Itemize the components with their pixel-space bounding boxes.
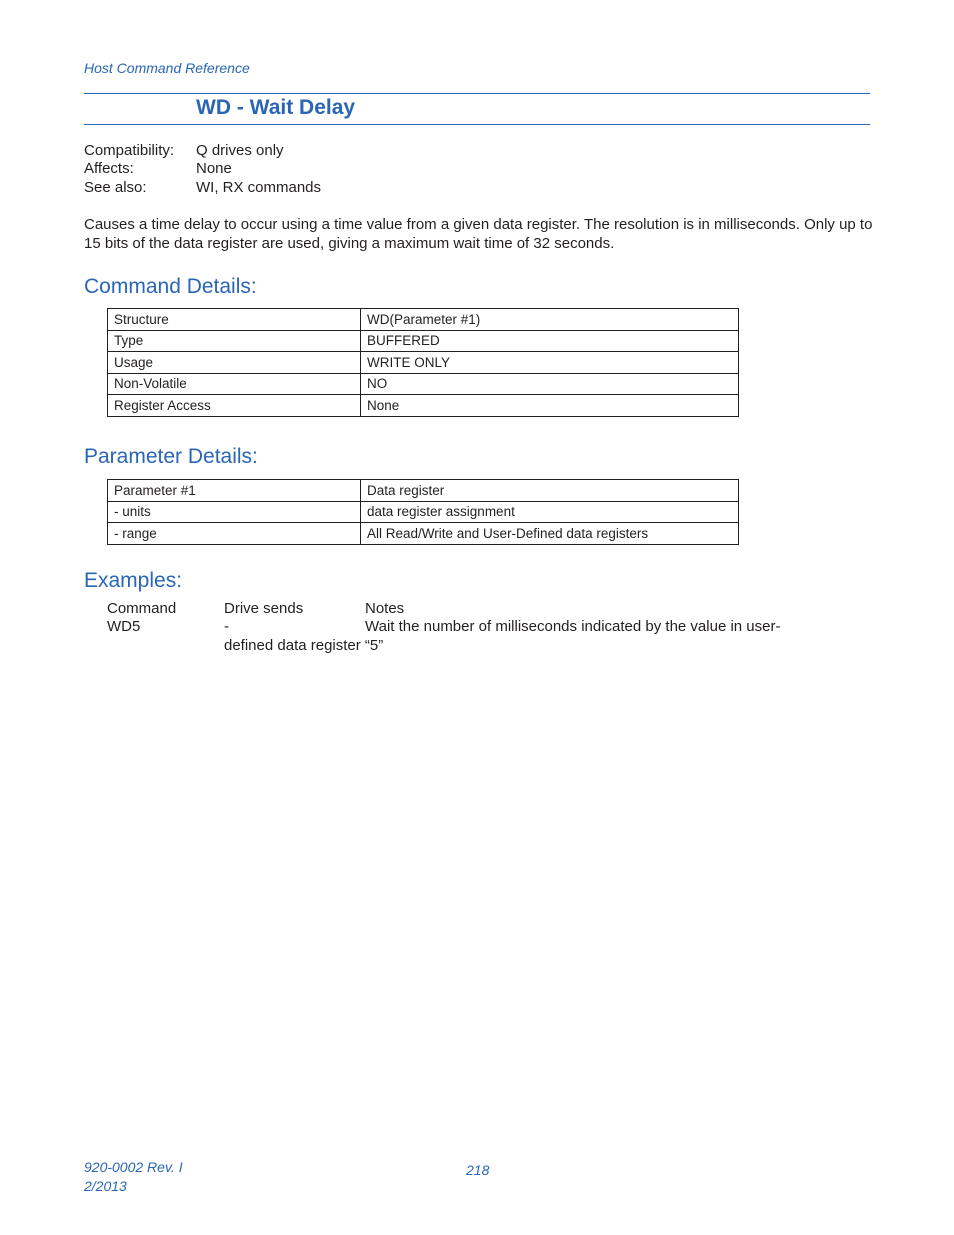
see-also-label: See also: (84, 179, 147, 196)
table-cell-value: WRITE ONLY (361, 352, 739, 374)
table-cell-value: BUFFERED (361, 330, 739, 352)
examples-column-drive-sends: Drive sends (224, 600, 304, 617)
example-command: WD5 (107, 618, 141, 635)
title-top-rule (84, 93, 870, 94)
table-row (108, 395, 739, 417)
table-cell-key: Non-Volatile (108, 373, 361, 395)
compatibility-value: Q drives only (196, 142, 284, 159)
table-cell-key: Usage (108, 352, 361, 374)
command-details-heading: Command Details: (84, 275, 257, 298)
table-row (108, 309, 739, 331)
table-cell-value: All Read/Write and User-Defined data registers (361, 523, 739, 545)
table-cell-value: WD(Parameter #1) (361, 309, 739, 331)
parameter-details-table (107, 479, 739, 545)
running-header: Host Command Reference (84, 60, 250, 76)
page-title: WD - Wait Delay (196, 96, 356, 119)
example-drive-sends: - (224, 618, 229, 635)
footer-page-number: 218 (466, 1162, 490, 1178)
affects-label: Affects: (84, 160, 134, 177)
table-cell-key: - units (108, 501, 361, 523)
table-cell-value: None (361, 395, 739, 417)
compatibility-label: Compatibility: (84, 142, 175, 159)
example-notes-line2: defined data register “5” (224, 637, 384, 654)
table-cell-value: Data register (361, 480, 739, 502)
examples-heading: Examples: (84, 569, 183, 592)
table-row (108, 352, 739, 374)
description-paragraph: Causes a time delay to occur using a time value from a given data register. The resolution is in milliseconds. Only up to 15 bits of the data register are used, giving a maximum wait time of 32 seconds. (84, 216, 873, 252)
table-row (108, 501, 739, 523)
table-row (108, 330, 739, 352)
table-cell-key: Parameter #1 (108, 480, 361, 502)
footer-date: 2/2013 (84, 1178, 127, 1194)
table-cell-key: Type (108, 330, 361, 352)
table-row (108, 480, 739, 502)
table-row (108, 373, 739, 395)
table-cell-key: Structure (108, 309, 361, 331)
examples-column-notes: Notes (365, 600, 405, 617)
table-row (108, 523, 739, 545)
table-cell-key: - range (108, 523, 361, 545)
examples-column-command: Command (107, 600, 177, 617)
title-bottom-rule (84, 124, 870, 125)
table-cell-key: Register Access (108, 395, 361, 417)
command-details-table (107, 308, 739, 417)
table-cell-value: data register assignment (361, 501, 739, 523)
parameter-details-heading: Parameter Details: (84, 445, 258, 468)
footer-doc-number: 920-0002 Rev. I (84, 1159, 183, 1175)
affects-value: None (196, 160, 232, 177)
table-cell-value: NO (361, 373, 739, 395)
see-also-value: WI, RX commands (196, 179, 322, 196)
example-notes-line1: Wait the number of milliseconds indicated by the value in user- (365, 618, 781, 635)
